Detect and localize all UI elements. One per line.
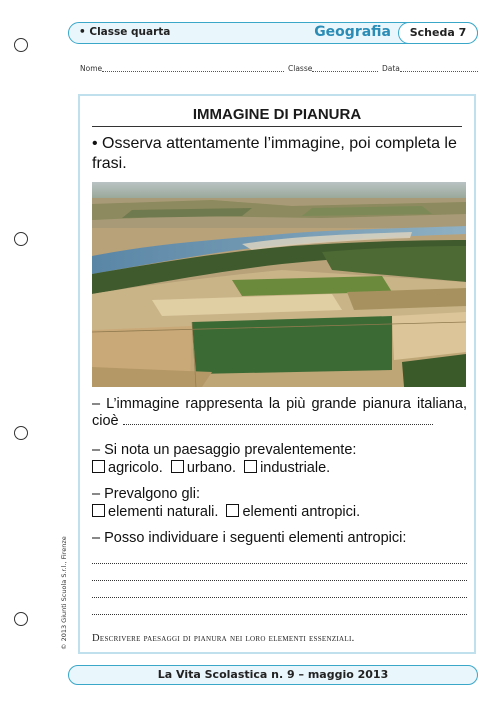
student-fields [80, 62, 478, 76]
answer-line[interactable] [123, 413, 433, 425]
question-1 [92, 396, 467, 430]
class-field[interactable] [312, 71, 378, 72]
class-label: • Classe quarta [79, 26, 171, 38]
plain-photo-illustration [92, 182, 466, 387]
question-2-text: – Si nota un paesaggio prevalentemente: [92, 442, 357, 458]
instruction-text: • Osserva attentamente l’immagine, poi completa le frasi. [92, 135, 457, 172]
question-3-text: – Prevalgono gli: [92, 486, 201, 502]
option-industriale: industriale. [260, 460, 331, 476]
question-4-text: – Posso individuare i seguenti elementi antropici: [92, 530, 407, 546]
binder-hole [14, 232, 28, 246]
sheet-number: Scheda 7 [398, 22, 478, 44]
footer-bar: La Vita Scolastica n. 9 – maggio 2013 [68, 665, 478, 685]
answer-line[interactable] [92, 581, 467, 598]
answer-line[interactable] [92, 564, 467, 581]
answer-line[interactable] [92, 547, 467, 564]
option-elementi-naturali: elementi naturali. [108, 504, 219, 520]
checkbox-elementi-antropici[interactable] [226, 504, 239, 517]
binder-hole [14, 612, 28, 626]
copyright-notice: © 2013 Giunti Scuola S.r.l., Firenze [60, 536, 68, 650]
title-divider [92, 126, 462, 127]
binder-hole [14, 426, 28, 440]
name-field[interactable] [102, 71, 284, 72]
class-field-label: Classe [288, 64, 313, 73]
checkbox-industriale[interactable] [244, 460, 257, 473]
worksheet-frame [78, 94, 476, 654]
question-2 [92, 442, 467, 477]
name-label: Nome [80, 64, 103, 73]
option-agricolo: agricolo. [108, 460, 163, 476]
worksheet-title: IMMAGINE DI PIANURA [192, 106, 362, 123]
binder-hole [14, 38, 28, 52]
question-1-text: – L’immagine rappresenta la più grande pianura italiana, cioè [92, 396, 467, 429]
question-3 [92, 486, 467, 521]
answer-line[interactable] [92, 598, 467, 615]
option-urbano: urbano. [186, 460, 237, 476]
checkbox-agricolo[interactable] [92, 460, 105, 473]
checkbox-elementi-naturali[interactable] [92, 504, 105, 517]
option-elementi-antropici: elementi antropici. [242, 504, 361, 520]
learning-objective: Descrivere paesaggi di pianura nei loro elementi essenziali. [92, 633, 355, 644]
checkbox-urbano[interactable] [171, 460, 184, 473]
date-field[interactable] [400, 71, 478, 72]
plain-aerial-photo [92, 182, 466, 387]
question-4 [92, 530, 467, 615]
subject-label: Geografia [314, 24, 391, 40]
date-label: Data [382, 64, 400, 73]
